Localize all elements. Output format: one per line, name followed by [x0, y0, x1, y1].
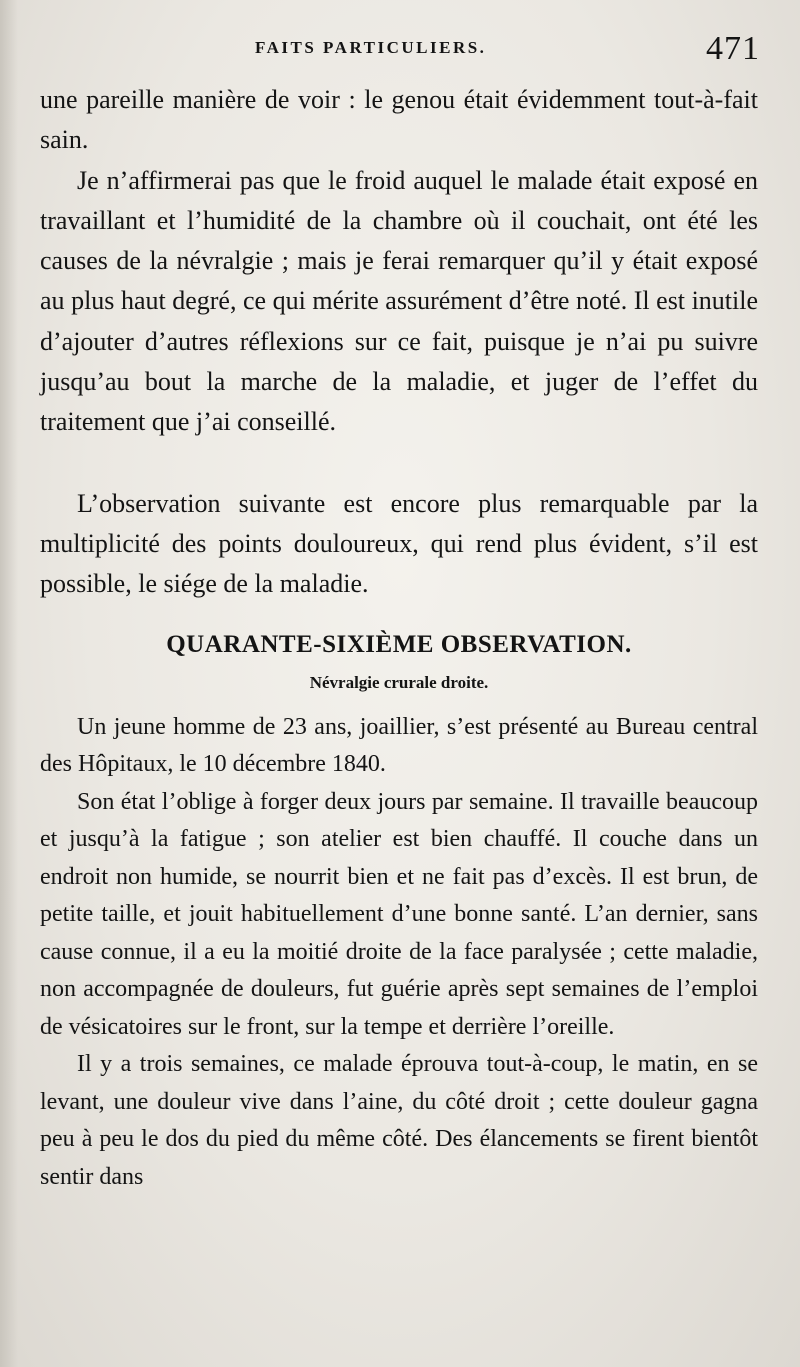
running-head: [40, 30, 760, 80]
paragraph-history: Son état l’oblige à forger deux jours par semaine. Il travaille beaucoup et jusqu’à la fatigue ; son atelier est bien chauffé. Il couche dans un endroit non humide, se nourrit bien et ne fait pas d’excès. Il est brun, de petite taille, et jouit habituellement d’une bonne santé. L’an dernier, sans cause connue, il a eu la moitié droite de la face paralysée ; cette maladie, non accompagnée de douleurs, fut guérie après sept semaines de l’emploi de vésicatoires sur le front, sur la tempe et derrière l’oreille.: [40, 788, 758, 1040]
paragraph-remarks: Je n’affirmerai pas que le froid auquel le malade était exposé en travaillant et l’humidité de la chambre où il couchait, ont été les causes de la névralgie ; mais je ferai remarquer qu’il y était exposé au plus haut degré, ce qui mérite assurément d’être noté. Il est inutile d’ajouter d’autres réflexions sur ce fait, puisque je n’ai pu suivre jusqu’au bout la marche de la maladie, et juger de l’effet du traitement que j’ai conseillé.: [40, 165, 758, 437]
running-title: FAITS PARTICULIERS.: [255, 38, 487, 57]
paragraph-patient: Un jeune homme de 23 ans, joaillier, s’est présenté au Bureau central des Hôpitaux, le 10 décembre 1840.: [40, 713, 758, 778]
page-number: 471: [706, 30, 760, 67]
observation-subtitle: Névralgie crurale droite.: [309, 672, 489, 692]
paragraph-continued: une pareille manière de voir : le genou était évidemment tout-à-fait sain.: [40, 85, 758, 155]
paragraph-onset: Il y a trois semaines, ce malade éprouva tout-à-coup, le matin, en se levant, une douleur vive dans l’aine, du côté droit ; cette douleur gagna peu à peu le dos du pied du même côté. Des élancements se firent bientôt sentir dans: [40, 1051, 758, 1190]
page-text: [40, 80, 758, 1196]
observation-title: QUARANTE-SIXIÈME OBSERVATION.: [166, 630, 632, 658]
section-spacer: [40, 443, 758, 484]
paragraph-transition: L’observation suivante est encore plus remarquable par la multiplicité des points douloureux, qui rend plus évident, s’il est possible, le siége de la maladie.: [40, 488, 758, 599]
